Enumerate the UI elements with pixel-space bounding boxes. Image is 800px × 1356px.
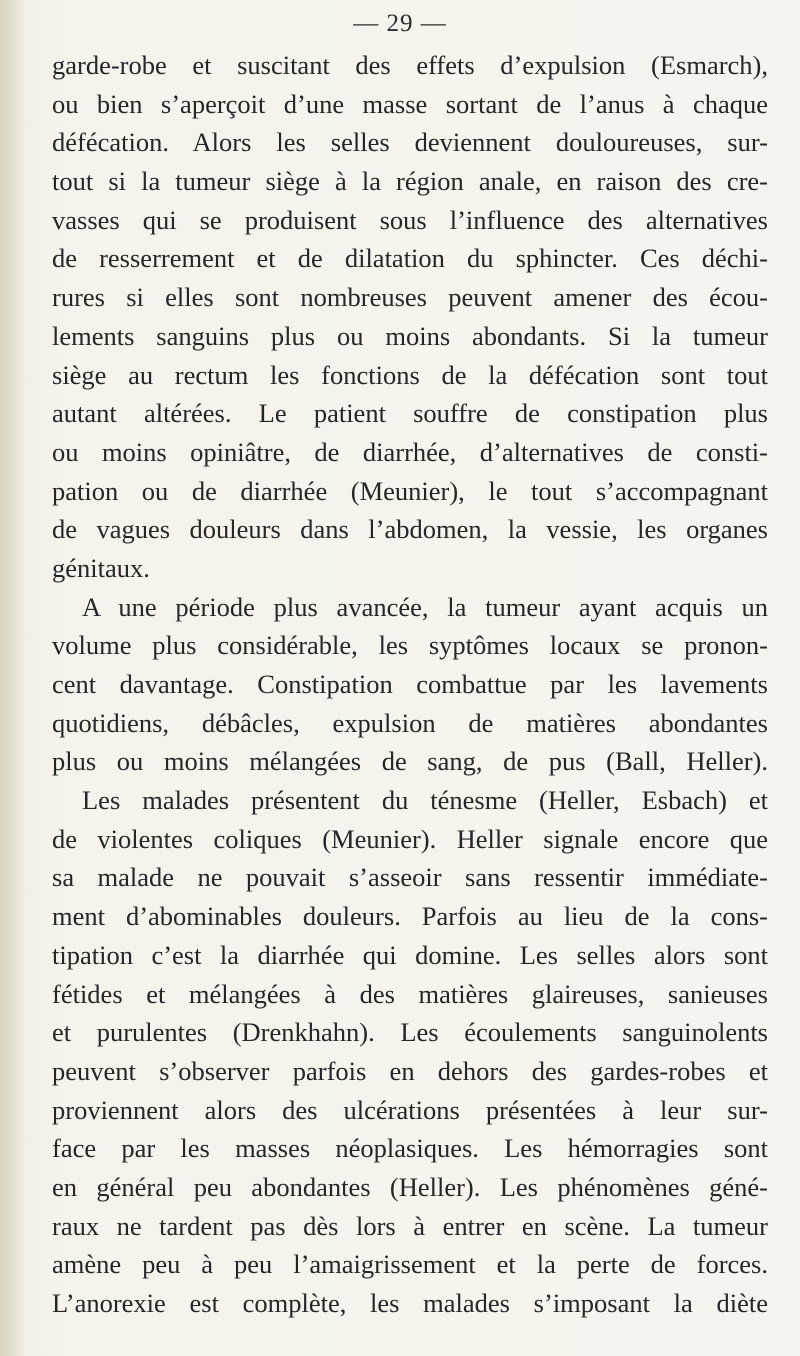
text-line: en général peu abondantes (Heller). Les phénomènes géné-: [52, 1171, 768, 1202]
text-line: ment d’abominables douleurs. Parfois au lieu de la cons-: [52, 901, 768, 932]
text-line: A une période plus avancée, la tumeur ayant acquis un: [82, 591, 768, 622]
text-line: ou moins opiniâtre, de diarrhée, d’alternatives de consti-: [52, 436, 768, 467]
text-line: de violentes coliques (Meunier). Heller signale encore que: [52, 823, 768, 854]
text-line: volume plus considérable, les syptômes locaux se pronon-: [52, 630, 768, 661]
text-line: Les malades présentent du ténesme (Heller, Esbach) et: [82, 785, 768, 816]
text-line: lements sanguins plus ou moins abondants. Si la tumeur: [52, 320, 768, 351]
text-line: plus ou moins mélangées de sang, de pus (Ball, Heller).: [52, 746, 768, 777]
text-line: sa malade ne pouvait s’asseoir sans ressentir immédiate-: [52, 862, 768, 893]
text-line: génitaux.: [52, 552, 150, 583]
text-line: peuvent s’observer parfois en dehors des gardes-robes et: [52, 1055, 768, 1086]
text-line: rures si elles sont nombreuses peuvent amener des écou-: [52, 282, 768, 313]
text-line: ou bien s’aperçoit d’une masse sortant de l’anus à chaque: [52, 88, 768, 119]
text-line: L’anorexie est complète, les malades s’imposant la diète: [52, 1288, 768, 1318]
text-line: défécation. Alors les selles deviennent douloureuses, sur-: [52, 127, 768, 158]
binding-shadow: [0, 0, 26, 1356]
text-line: fétides et mélangées à des matières glaireuses, sanieuses: [52, 978, 768, 1009]
text-line: cent davantage. Constipation combattue par les lavements: [52, 669, 768, 699]
text-line: garde-robe et suscitant des effets d’expulsion (Esmarch),: [52, 50, 768, 80]
text-line: de vagues douleurs dans l’abdomen, la vessie, les organes: [52, 514, 768, 545]
page-number: — 29 —: [353, 10, 447, 37]
body-text: [52, 46, 768, 1323]
text-line: vasses qui se produisent sous l’influence des alternatives: [52, 204, 768, 235]
text-line: et purulentes (Drenkhahn). Les écoulements sanguinolents: [52, 1017, 768, 1048]
text-line: tout si la tumeur siège à la région anale, en raison des cre-: [52, 166, 768, 197]
text-line: tipation c’est la diarrhée qui domine. Les selles alors sont: [52, 939, 768, 970]
text-line: de resserrement et de dilatation du sphincter. Ces déchi-: [52, 243, 768, 274]
text-line: raux ne tardent pas dès lors à entrer en scène. La tumeur: [52, 1210, 768, 1241]
text-line: amène peu à peu l’amaigrissement et la perte de forces.: [52, 1249, 768, 1280]
text-line: pation ou de diarrhée (Meunier), le tout s’accompagnant: [52, 475, 768, 506]
text-line: proviennent alors des ulcérations présentées à leur sur-: [52, 1094, 768, 1125]
text-line: face par les masses néoplasiques. Les hémorragies sont: [52, 1133, 768, 1164]
text-line: siège au rectum les fonctions de la défécation sont tout: [52, 359, 768, 390]
text-line: quotidiens, débâcles, expulsion de matières abondantes: [52, 707, 768, 738]
text-line: autant altérées. Le patient souffre de constipation plus: [52, 398, 768, 429]
